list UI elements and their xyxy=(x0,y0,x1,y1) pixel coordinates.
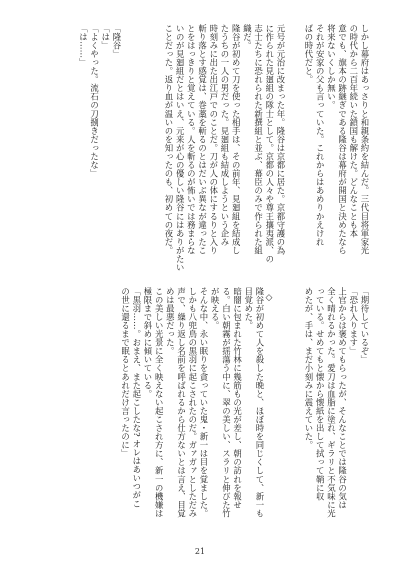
text-column: 「期待しているぞ」 xyxy=(360,287,370,364)
text-column: 隆谷が初めて人を殺した晩と、ほぼ時を同じくして、新一も xyxy=(255,287,265,518)
text-column: ばの時代だと。 xyxy=(303,24,314,84)
text-column: が映える。 xyxy=(210,287,221,330)
text-column: めは最悪だった。 xyxy=(165,287,176,356)
text-column: めたが、手は、まだ小刻みに震えていた。 xyxy=(303,287,314,450)
text-column: 元号が元治に改まった年。隆谷は京都に居た。京都守護の為 xyxy=(276,24,286,255)
text-column: 「は……」 xyxy=(78,24,89,67)
text-column: 時刻みに出た出江戸でのことだ。刀が人の体にするりと入り xyxy=(208,24,219,255)
bottom-right-block xyxy=(303,287,370,550)
text-column: の時代から二百年続いた鎖国も解けた。どんなことも本 xyxy=(348,24,359,238)
text-column: とをはっきりと覚えている。人を斬るのが怖いでは務まらな xyxy=(186,24,197,255)
text-column: 意でも、旗本の跡継ぎである隆谷は幕府が開国と決めたなら xyxy=(337,24,348,255)
text-column: る。白い朝霧が揺蕩う中に、翠の美しい、スラリと伸びた竹 xyxy=(221,287,232,518)
text-column: たうちの一人の男だった。見廻組も結成しようという企み xyxy=(219,24,230,247)
text-column: それが安家の父も言っていた。これからはあめりかえけれ xyxy=(315,24,326,247)
top-right-block xyxy=(303,24,370,282)
text-column: ことだった。返り血が温いのを知ったのも、初めての夜だ。 xyxy=(163,24,174,255)
text-column: そんな中、永い眠りを貪っていた鬼・新一は目を覚ました。 xyxy=(198,287,209,518)
text-column: に作られた見廻組の隊士として。京都の人々や尊王攘夷派、の xyxy=(264,24,275,264)
top-left-block xyxy=(77,24,122,282)
text-column: 「隆谷」 xyxy=(112,24,122,59)
text-column: しかし幕府はあっさりと和親条約を結んだ。三代目将軍家光 xyxy=(360,24,370,255)
text-column: いのが見廻組だとはいえ、元来が心の優しい隆谷にはありがたい xyxy=(175,24,186,272)
text-column: 極限まで斜めに傾いている。 xyxy=(142,287,153,399)
text-column: 「黒羽……。おまえ、また起こしたな? オレはあいつがこ xyxy=(131,287,142,508)
text-column: 上官からは褒めてもらったが、そんなことでは隆谷の気は xyxy=(337,287,348,510)
top-middle-block xyxy=(163,24,286,282)
text-column: 声で、繰り返し名前を呼ばれるから仕方ないとは言え、目覚 xyxy=(176,287,187,518)
section-divider-icon: ◇ xyxy=(265,293,273,303)
text-column: 全く晴れるかった。愛刀は血脂に塗れ、ギラリと不気味に光 xyxy=(326,287,337,518)
text-column: 斬り落とす感覚は、巻藁を斬るのとはだいぶ異なが違ったこ xyxy=(197,24,208,255)
text-column: しかも八兜鳥の黒羽に起こされたのだ。ガァガァとしただみ xyxy=(187,287,198,518)
text-column: 将来ないくしか無い。 xyxy=(326,24,337,110)
text-column: 暗闇に包まれた竹林に幾筋もの光が差し、朝の訪れを報せ xyxy=(232,287,243,510)
text-column: の世に還るまで眠るとあれだけ言ったのに」 xyxy=(120,287,131,458)
text-column: 目覚めた。 xyxy=(243,287,254,330)
text-column: 織だ。 xyxy=(242,24,253,50)
text-column: 志士たちに恐れられた新撰組と並ぶ、幕臣のみで作られた組 xyxy=(253,24,264,255)
text-column: 「は」 xyxy=(100,24,111,50)
text-column: この美しい光景に全く映えない起こされ方に、新一の機嫌は xyxy=(154,287,165,518)
bottom-left-block xyxy=(119,287,265,550)
text-column: 「恐れ入ります」 xyxy=(348,287,359,356)
text-column: 「よくやった。流石の刀捌きだったな」 xyxy=(89,24,100,178)
text-column: 隆谷が初めて刀を使った相手は、その前年、見廻組を結成し xyxy=(231,24,242,255)
text-column: っている。せめてもと懐から懐紙を出して拭って鞘に収 xyxy=(315,287,326,501)
page-number: 21 xyxy=(194,547,206,556)
